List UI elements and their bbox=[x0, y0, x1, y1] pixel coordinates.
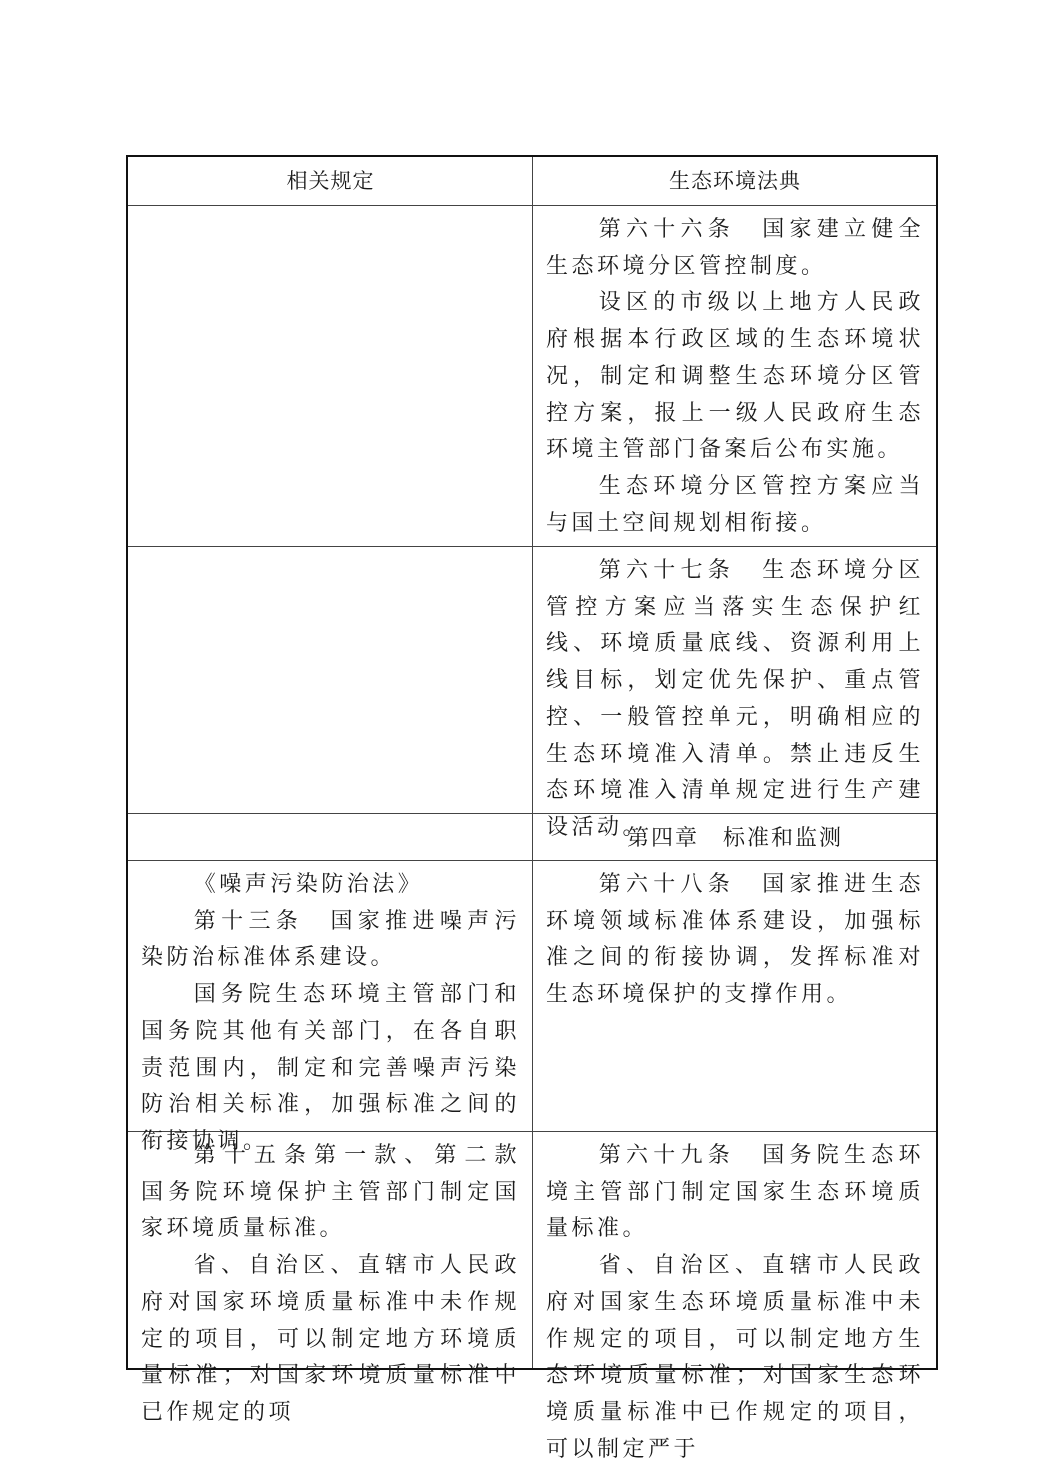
chapter-heading-row bbox=[128, 813, 936, 860]
article-68-paragraph: 第六十八条 国家推进生态环境领域标准体系建设，加强标准之间的衔接协调，发挥标准对生态环境保护的支撑作用。 bbox=[546, 872, 924, 1008]
table-row bbox=[128, 205, 936, 546]
article-66-paragraph: 生态环境分区管控方案应当与国土空间规划相衔接。 bbox=[546, 473, 924, 536]
related-article-paragraph: 第十三条 国家推进噪声污染防治标准体系建设。 bbox=[141, 908, 520, 971]
related-provision-cell bbox=[128, 861, 533, 1154]
comparison-table bbox=[126, 155, 938, 1462]
table-header-row bbox=[128, 157, 936, 205]
article-67-paragraph: 第六十七条 生态环境分区管控方案应当落实生态保护红线、环境质量底线、资源利用上线目标，划定优先保护、重点管控、一般管控单元，明确相应的生态环境准入清单。禁止违反生态环境准入清单规定进行生产建设活动。 bbox=[546, 558, 924, 840]
related-provision-cell bbox=[128, 206, 533, 546]
code-article-cell bbox=[533, 206, 936, 546]
code-article-cell bbox=[533, 1132, 936, 1462]
related-article-paragraph: 省、自治区、直辖市人民政府对国家环境质量标准中未作规定的项目，可以制定地方环境质量标准；对国家环境质量标准中已作规定的项 bbox=[141, 1253, 520, 1425]
table-row bbox=[128, 860, 936, 1154]
code-article-cell bbox=[533, 861, 936, 1131]
related-provision-cell bbox=[128, 547, 533, 813]
law-title: 《噪声污染防治法》 bbox=[193, 872, 424, 897]
header-eco-environment-code: 生态环境法典 bbox=[669, 169, 801, 193]
related-article-paragraph: 第十五条第一款、第二款 国务院环境保护主管部门制定国家环境质量标准。 bbox=[141, 1143, 546, 1242]
header-related-provisions: 相关规定 bbox=[128, 157, 533, 205]
article-66-paragraph: 第六十六条 国家建立健全生态环境分区管控制度。 bbox=[546, 217, 924, 279]
article-69-paragraph: 省、自治区、直辖市人民政府对国家生态环境质量标准中未作规定的项目，可以制定地方生态环境质量标准；对国家生态环境质量标准中已作规定的项目，可以制定严于 bbox=[546, 1253, 924, 1462]
table-row bbox=[128, 1131, 936, 1462]
article-69-paragraph: 第六十九条 国务院生态环境主管部门制定国家生态环境质量标准。 bbox=[546, 1143, 924, 1242]
related-article-paragraph: 国务院生态环境主管部门和国务院其他有关部门，在各自职责范围内，制定和完善噪声污染防治相关标准，加强标准之间的衔接协调。 bbox=[141, 982, 520, 1154]
related-provision-cell bbox=[128, 1132, 546, 1425]
article-66-paragraph: 设区的市级以上地方人民政府根据本行政区域的生态环境状况，制定和调整生态环境分区管控方案，报上一级人民政府生态环境主管部门备案后公布实施。 bbox=[546, 290, 924, 463]
chapter-title: 第四章 标准和监测 bbox=[626, 825, 843, 851]
related-provision-cell bbox=[128, 814, 533, 860]
